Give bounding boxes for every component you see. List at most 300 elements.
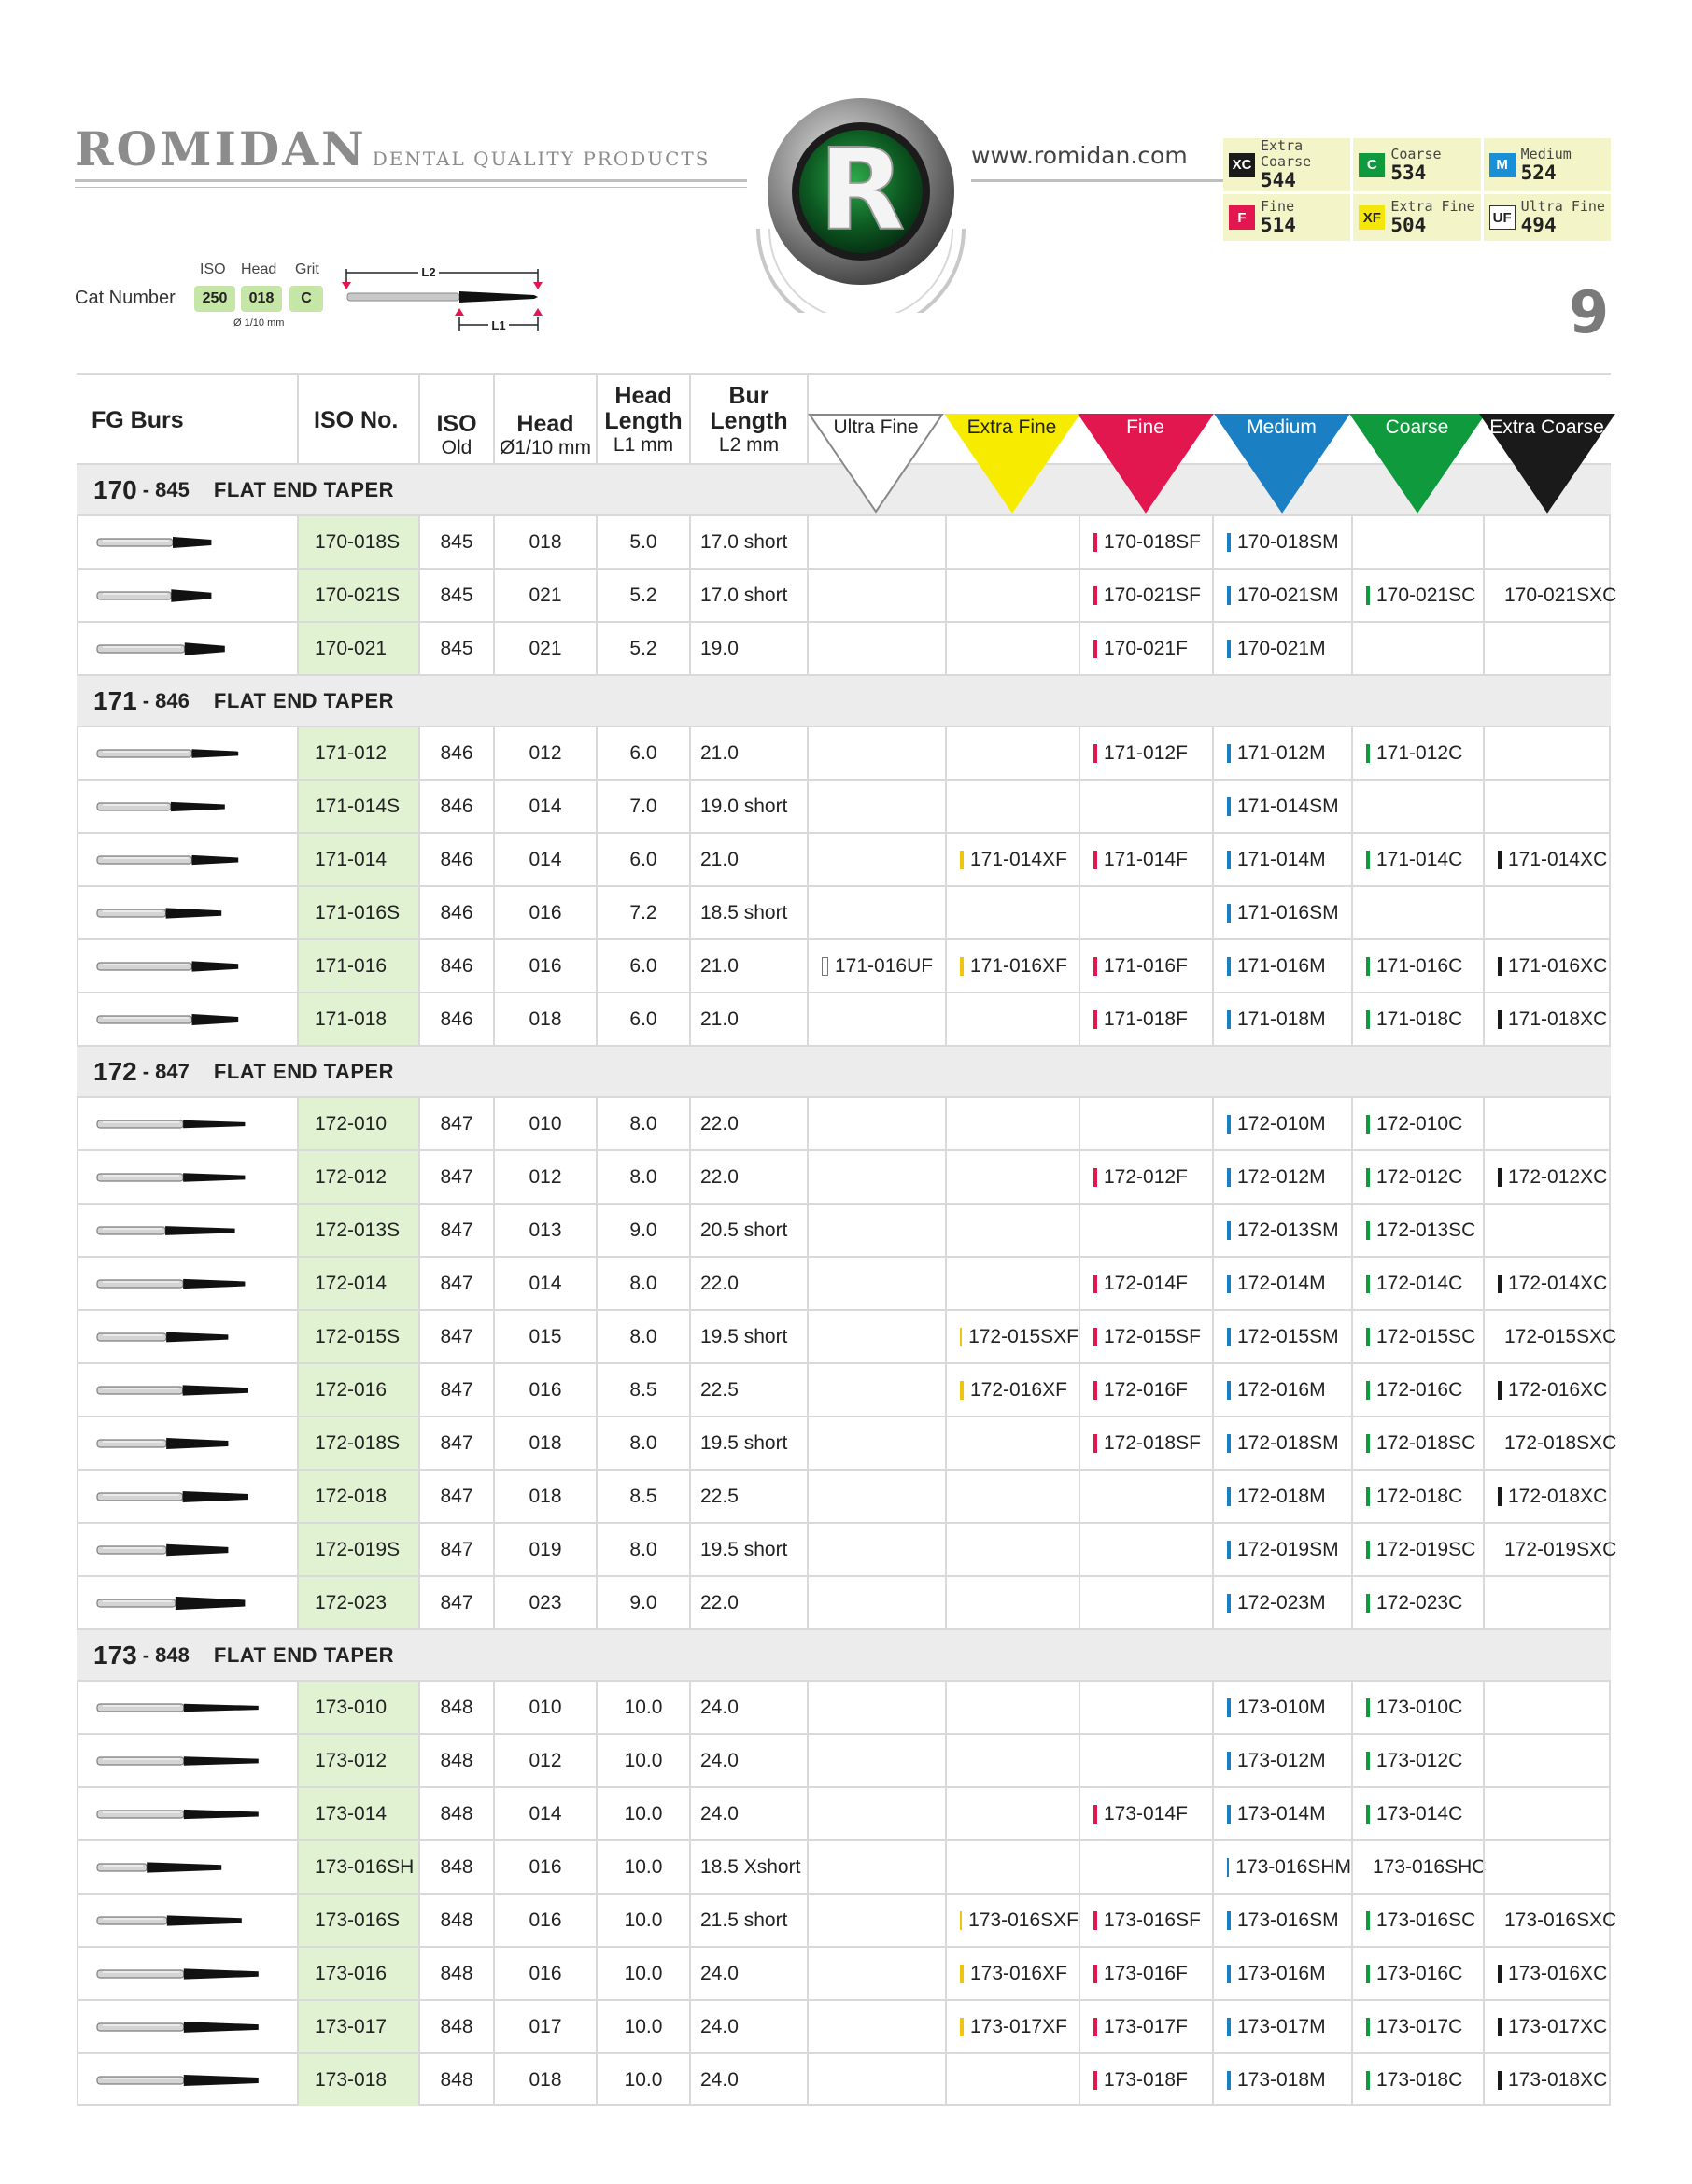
grit-mark-icon [1093,640,1097,658]
cell-iso-no: 173-016 [297,1948,418,1999]
grit-mark-icon [1227,1275,1231,1293]
cell-head: 010 [493,1682,596,1733]
cell-grit-xf [945,1258,1079,1309]
cell-grit-xc [1483,1948,1611,1999]
grit-mark-icon [960,1328,962,1346]
catalog-number: 170-018SF [1104,530,1201,553]
cell-head-length: 7.2 [596,887,689,938]
catalog-number: 170-021SM [1237,584,1339,606]
grit-mark-icon [1366,2071,1370,2090]
cell-iso-old: 846 [418,781,493,832]
section-iso: - 846 [142,688,190,712]
table-row [77,1680,1611,1733]
grit-mark-icon [1498,1010,1502,1029]
cell-grit-c [1351,1577,1483,1628]
section-number: 173 [93,1640,137,1670]
table-row [77,885,1611,938]
cell-bur-length: 20.5 short [689,1205,807,1256]
cell-iso-no: 170-021S [297,570,418,621]
catalog-number: 171-016XC [1508,954,1608,977]
cell-grit-uf [807,570,945,621]
grit-mark-icon [1498,851,1502,869]
grit-number: 534 [1390,161,1427,184]
cat-number-legend [75,260,560,334]
cell-iso-no: 172-023 [297,1577,418,1628]
table-row [77,1256,1611,1309]
cell-grit-f [1079,1788,1212,1839]
grit-name: Coarse [1390,145,1442,162]
catalog-number: 171-018F [1104,1007,1188,1030]
cell-grit-c [1351,1471,1483,1522]
cell-grit-uf [807,727,945,779]
cat-number-label: Cat Number [75,288,176,308]
grit-legend-item [1484,194,1611,241]
grit-mark-icon [1227,1752,1231,1770]
cell-grit-xf [945,1098,1079,1149]
cell-grit-m [1212,1258,1351,1309]
grit-mark-icon [1366,1805,1370,1824]
cell-head: 012 [493,1735,596,1786]
catalog-number: 171-014SM [1237,795,1339,817]
grit-mark-icon [1498,2071,1502,2090]
cell-grit-xf [945,1471,1079,1522]
grit-mark-icon [1227,904,1231,923]
cell-grit-f [1079,570,1212,621]
cell-grit-m [1212,1841,1351,1893]
cell-bur-length: 24.0 [689,2001,807,2052]
catalog-number: 172-012XC [1508,1165,1608,1188]
cat-head-label: Head [241,261,277,277]
catalog-number: 173-018XC [1508,2068,1608,2091]
grit-mark-icon [1227,533,1231,552]
cell-bur-image [77,1151,297,1203]
cell-iso-old: 848 [418,1682,493,1733]
cell-grit-xc [1483,781,1611,832]
bur-image-icon [92,1961,288,1987]
grit-legend-item [1484,138,1611,191]
catalog-number: 173-016SC [1376,1909,1476,1931]
cell-iso-old: 848 [418,1788,493,1839]
cell-grit-uf [807,1364,945,1416]
cell-grit-xc [1483,993,1611,1045]
cell-iso-old: 845 [418,516,493,568]
cell-iso-old: 848 [418,1841,493,1893]
catalog-number: 172-018M [1237,1485,1326,1507]
cell-iso-old: 847 [418,1471,493,1522]
cell-bur-length: 21.0 [689,940,807,992]
cell-grit-uf [807,1417,945,1469]
table-row [77,1946,1611,1999]
cell-grit-m [1212,1098,1351,1149]
romidan-logo-icon [749,89,973,313]
grit-mark-icon [1366,1752,1370,1770]
cell-head: 014 [493,781,596,832]
cell-head: 016 [493,1948,596,1999]
grit-column-label: Extra Coarse [1489,416,1604,438]
grit-mark-icon [1366,1010,1370,1029]
cell-grit-xc [1483,940,1611,992]
catalog-number: 172-012F [1104,1165,1188,1188]
catalog-number: 173-018C [1376,2068,1463,2091]
table-row [77,1839,1611,1893]
cell-grit-c [1351,1258,1483,1309]
header-rule-thin [75,187,747,188]
cell-head-length: 8.0 [596,1311,689,1362]
cell-head-length: 5.2 [596,570,689,621]
grit-mark-icon [822,957,828,976]
catalog-number: 172-015SM [1237,1325,1339,1347]
cat-unit-note: Ø 1/10 mm [233,317,285,329]
cell-grit-c [1351,940,1483,992]
grit-mark-icon [960,1965,964,1983]
cell-grit-m [1212,1524,1351,1575]
catalog-number: 170-021M [1237,637,1326,659]
cell-bur-image [77,993,297,1045]
cell-bur-image [77,1682,297,1733]
cell-iso-no: 172-019S [297,1524,418,1575]
catalog-number: 173-016SHC [1373,1855,1487,1878]
grit-number: 524 [1520,161,1557,184]
cell-iso-old: 846 [418,887,493,938]
cell-head: 016 [493,1364,596,1416]
cell-head: 018 [493,1417,596,1469]
cell-iso-old: 846 [418,940,493,992]
cell-grit-f [1079,1205,1212,1256]
cell-bur-length: 17.0 short [689,516,807,568]
catalog-number: 173-016M [1237,1962,1326,1984]
cell-grit-f [1079,1311,1212,1362]
cell-head: 017 [493,2001,596,2052]
catalog-number: 172-012C [1376,1165,1463,1188]
grit-mark-icon [1366,1168,1370,1187]
grit-mark-icon [1366,1328,1370,1346]
grit-mark-icon [1227,957,1231,976]
grit-mark-icon [1093,851,1097,869]
grit-mark-icon [1227,1010,1231,1029]
cell-grit-xc [1483,1258,1611,1309]
cell-bur-image [77,1788,297,1839]
grit-mark-icon [1093,2071,1097,2090]
grit-mark-icon [1227,1434,1231,1453]
cell-grit-m [1212,1577,1351,1628]
cell-grit-uf [807,1735,945,1786]
cell-bur-image [77,887,297,938]
cell-head-length: 8.0 [596,1417,689,1469]
cell-grit-xc [1483,1577,1611,1628]
cell-iso-no: 172-016 [297,1364,418,1416]
cell-grit-f [1079,1948,1212,1999]
catalog-number: 173-016F [1104,1962,1188,1984]
cell-head: 018 [493,516,596,568]
table-row [77,1786,1611,1839]
cell-grit-c [1351,1735,1483,1786]
bur-image-icon [92,529,288,556]
catalog-number: 172-016XC [1508,1378,1608,1401]
cell-grit-f [1079,1895,1212,1946]
grit-mark-icon [1366,1275,1370,1293]
cell-grit-xf [945,1417,1079,1469]
cell-iso-old: 847 [418,1577,493,1628]
cell-grit-xc [1483,1417,1617,1469]
cell-iso-old: 846 [418,727,493,779]
bur-image-icon [92,1218,288,1244]
cell-grit-xc [1483,1682,1611,1733]
catalog-number: 173-010C [1376,1696,1463,1718]
catalog-number: 171-014F [1104,848,1188,870]
cell-bur-length: 24.0 [689,1735,807,1786]
catalog-number: 173-014F [1104,1802,1188,1825]
table-row [77,1575,1611,1628]
section-description: FLAT END TAPER [213,477,395,501]
website-link[interactable]: www.romidan.com [971,142,1188,169]
cell-bur-length: 19.5 short [689,1311,807,1362]
svg-text:L1: L1 [491,318,506,332]
table-row [77,1203,1611,1256]
cell-head-length: 10.0 [596,1948,689,1999]
grit-mark-icon [1366,1541,1370,1559]
cell-grit-m [1212,1788,1351,1839]
grit-mark-icon [960,1911,962,1930]
table-row [77,2052,1611,2106]
cell-grit-f [1079,1524,1212,1575]
cell-grit-m [1212,781,1351,832]
cell-grit-uf [807,1258,945,1309]
cell-grit-uf [807,1841,945,1893]
grit-legend-item [1223,138,1350,191]
grit-mark-icon [1093,1168,1097,1187]
grit-mark-icon [1227,744,1231,763]
grit-mark-icon [1366,1965,1370,1983]
cell-head-length: 10.0 [596,1735,689,1786]
grit-mark-icon [1498,1381,1502,1400]
cell-grit-m [1212,570,1351,621]
bur-image-icon [92,740,288,767]
catalog-number: 173-012C [1376,1749,1463,1771]
cell-head: 023 [493,1577,596,1628]
cell-grit-c [1351,2054,1483,2106]
catalog-number: 173-010M [1237,1696,1326,1718]
grit-name: Extra Coarse [1261,137,1312,170]
cell-grit-uf [807,2001,945,2052]
grit-legend-item [1353,138,1480,191]
table-row [77,1416,1617,1469]
cell-head-length: 9.0 [596,1205,689,1256]
cell-grit-f [1079,1258,1212,1309]
cell-grit-xf [945,1682,1079,1733]
cell-grit-f [1079,1682,1212,1733]
cell-bur-length: 24.0 [689,1948,807,1999]
cell-grit-xc [1483,2001,1611,2052]
cell-grit-m [1212,2054,1351,2106]
cell-iso-no: 173-017 [297,2001,418,2052]
cell-grit-xf [945,887,1079,938]
table-row [77,1309,1617,1362]
cell-grit-xc [1483,623,1611,674]
cell-bur-image [77,1735,297,1786]
cell-head-length: 5.0 [596,516,689,568]
grit-mark-icon [1366,744,1370,763]
cell-bur-image [77,1364,297,1416]
cell-bur-image [77,1577,297,1628]
cell-bur-length: 22.0 [689,1577,807,1628]
section-header [77,674,1611,726]
cell-grit-xc [1483,2054,1611,2106]
grit-column-label: Coarse [1385,416,1449,438]
catalog-number: 173-017C [1376,2015,1463,2037]
cell-grit-uf [807,623,945,674]
cell-bur-image [77,2001,297,2052]
cell-iso-old: 847 [418,1311,493,1362]
cell-grit-c [1351,1524,1483,1575]
cell-grit-xf [945,1205,1079,1256]
cell-grit-m [1212,1471,1351,1522]
cell-head-length: 7.0 [596,781,689,832]
grit-mark-icon [1093,1275,1097,1293]
catalog-number: 172-015SXF [968,1325,1079,1347]
cell-grit-f [1079,993,1212,1045]
cell-iso-old: 846 [418,993,493,1045]
cell-iso-no: 171-016S [297,887,418,938]
cell-head: 016 [493,1895,596,1946]
table-row [77,1893,1617,1946]
cell-head-length: 10.0 [596,1682,689,1733]
cell-grit-m [1212,2001,1351,2052]
catalog-number: 172-018C [1376,1485,1463,1507]
cell-head: 016 [493,887,596,938]
cell-grit-uf [807,940,945,992]
catalog-number: 171-012C [1376,741,1463,764]
cell-grit-f [1079,1364,1212,1416]
table-header [77,373,1611,463]
cell-grit-xf [945,2001,1079,2052]
cell-grit-xf [945,2054,1079,2106]
col-head: Head Ø1/10 mm [493,375,596,465]
catalog-number: 173-016SXF [968,1909,1079,1931]
cat-iso-label: ISO [200,261,226,277]
grit-mark-icon [1093,1328,1097,1346]
cat-grit-value: C [289,286,323,312]
bur-image-icon [92,2067,288,2093]
page-number: 9 [1569,278,1610,346]
cell-head: 016 [493,1841,596,1893]
cell-bur-image [77,1205,297,1256]
grit-name: Extra Fine [1390,198,1475,215]
cell-bur-length: 21.0 [689,727,807,779]
catalog-number: 172-010M [1237,1112,1326,1134]
cell-iso-no: 172-010 [297,1098,418,1149]
catalog-number: 172-019SC [1376,1538,1476,1560]
cell-grit-m [1212,1735,1351,1786]
grit-mark-icon [1093,1010,1097,1029]
catalog-number: 172-014F [1104,1272,1188,1294]
cell-grit-m [1212,887,1351,938]
catalog-number: 172-016XF [970,1378,1067,1401]
cell-grit-uf [807,1895,945,1946]
cell-grit-xc [1483,1735,1611,1786]
catalog-number: 171-016M [1237,954,1326,977]
catalog-number: 171-016SM [1237,901,1339,923]
cell-grit-m [1212,993,1351,1045]
grit-mark-icon [1227,1594,1231,1613]
cell-bur-length: 18.5 Xshort [689,1841,807,1893]
cell-grit-m [1212,1948,1351,1999]
cell-bur-image [77,623,297,674]
cell-head-length: 6.0 [596,940,689,992]
cell-head-length: 10.0 [596,2001,689,2052]
cell-iso-no: 173-018 [297,2054,418,2106]
cell-grit-uf [807,1788,945,1839]
cell-bur-image [77,727,297,779]
section-description: FLAT END TAPER [213,1642,395,1667]
bur-image-icon [92,1430,288,1457]
catalog-number: 173-014M [1237,1802,1326,1825]
cell-iso-old: 847 [418,1098,493,1149]
cell-grit-c [1351,781,1483,832]
cell-iso-no: 170-018S [297,516,418,568]
table-row [77,514,1611,568]
cell-bur-image [77,1258,297,1309]
cell-grit-xf [945,1311,1079,1362]
grit-mark-icon [1498,1965,1502,1983]
bur-image-icon [92,1324,288,1350]
table-row [77,568,1617,621]
cell-grit-f [1079,516,1212,568]
cell-head: 018 [493,1471,596,1522]
cell-iso-no: 171-018 [297,993,418,1045]
cell-grit-uf [807,516,945,568]
cell-grit-uf [807,1205,945,1256]
cell-grit-m [1212,1364,1351,1416]
cell-bur-length: 21.0 [689,993,807,1045]
bur-image-icon [92,636,288,662]
cell-grit-xf [945,1948,1079,1999]
table-row [77,1469,1611,1522]
cell-bur-length: 22.0 [689,1258,807,1309]
grit-mark-icon [1227,851,1231,869]
catalog-number: 170-021SXC [1504,584,1617,606]
catalog-number: 172-016M [1237,1378,1326,1401]
grit-mark-icon [1227,1487,1231,1506]
cell-head: 019 [493,1524,596,1575]
cell-grit-m [1212,1895,1351,1946]
cat-iso-value: 250 [194,286,235,312]
grit-mark-icon [1227,1965,1231,1983]
cell-bur-image [77,1895,297,1946]
cell-grit-uf [807,1471,945,1522]
grit-mark-icon [1227,586,1231,605]
cell-grit-xf [945,516,1079,568]
grit-mark-icon [1093,1434,1097,1453]
cell-grit-xc [1483,1524,1617,1575]
cell-grit-xf [945,570,1079,621]
cell-iso-old: 847 [418,1151,493,1203]
cell-bur-length: 19.5 short [689,1524,807,1575]
catalog-number: 172-015SF [1104,1325,1201,1347]
grit-mark-icon [1498,957,1502,976]
cell-bur-image [77,781,297,832]
cell-bur-length: 19.0 short [689,781,807,832]
cell-grit-c [1351,1841,1487,1893]
grit-legend-item [1353,194,1480,241]
cell-bur-image [77,1417,297,1469]
cell-grit-m [1212,1205,1351,1256]
col-head-length: Head Length L1 mm [596,375,689,465]
cell-head-length: 8.0 [596,1098,689,1149]
cell-head: 014 [493,834,596,885]
bur-dimension-diagram-icon [342,260,547,334]
col-bur-length: Bur Length L2 mm [689,375,807,465]
catalog-number: 172-016F [1104,1378,1188,1401]
